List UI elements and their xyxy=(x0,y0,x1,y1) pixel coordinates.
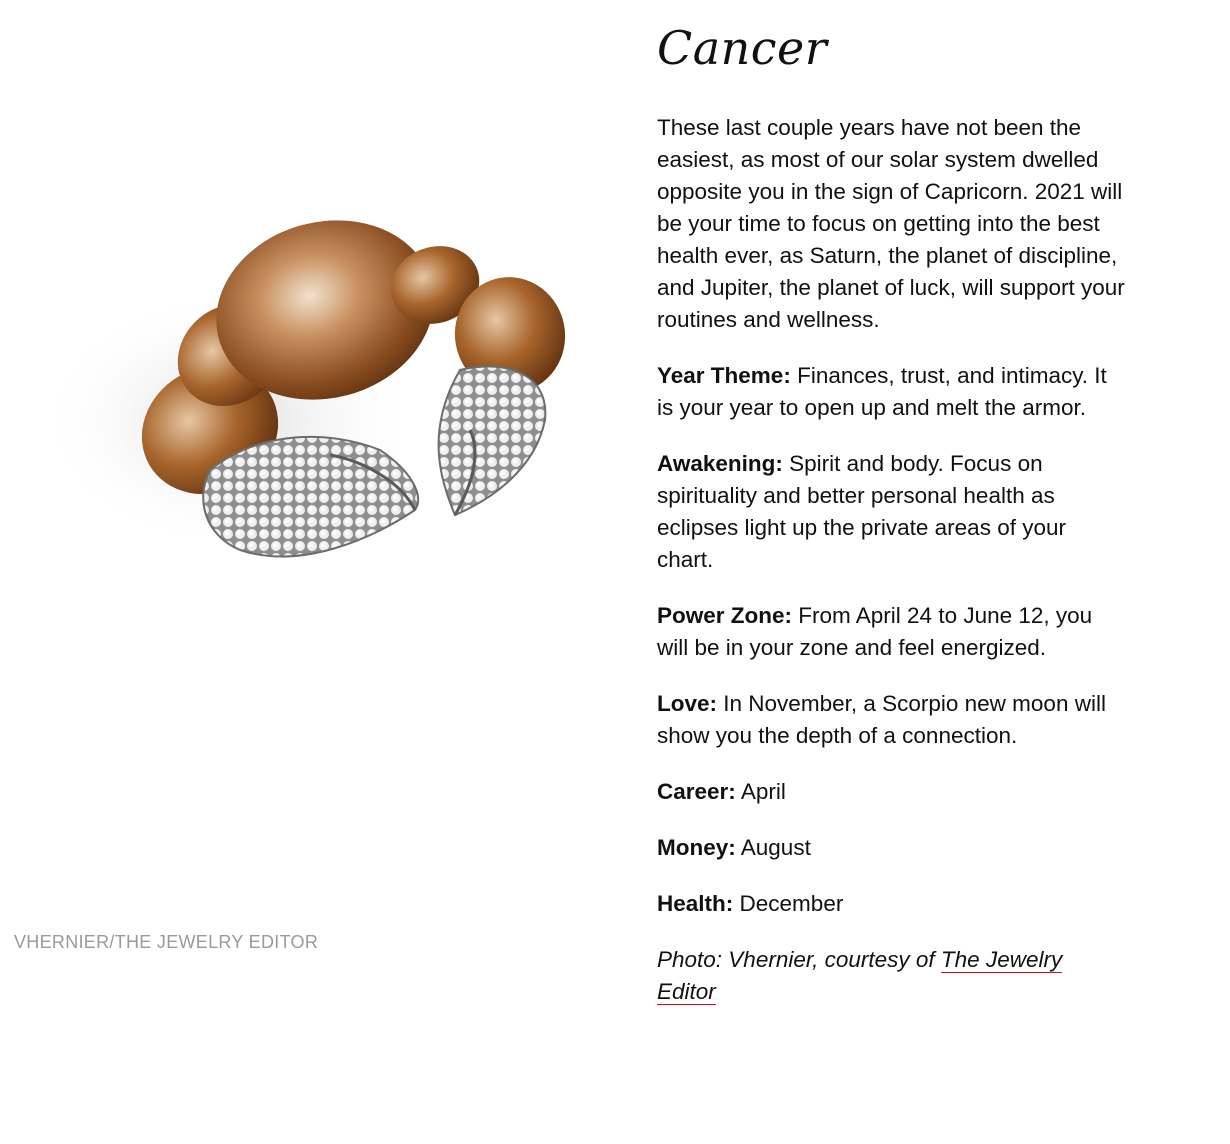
jewelry-editor-link[interactable]: The Jewelry Editor xyxy=(657,947,1063,1004)
love-paragraph xyxy=(657,688,1127,752)
sign-title: Cancer xyxy=(657,21,828,75)
year-theme-label: Year Theme: xyxy=(657,363,791,388)
year-theme-text: Finances, trust, and intimacy. It is your year to open up and melt the armor. xyxy=(657,363,1107,420)
photo-credit: VHERNIER/THE JEWELRY EDITOR xyxy=(14,932,319,952)
career-text: April xyxy=(740,779,786,804)
love-text: In November, a Scorpio new moon will show you the depth of a connection. xyxy=(657,691,1106,748)
love-label: Love: xyxy=(657,691,718,716)
money-label: Money: xyxy=(657,835,736,860)
caption-prefix: Photo: Vhernier, courtesy of xyxy=(657,947,941,972)
power-zone-paragraph xyxy=(657,600,1127,664)
health-label: Health: xyxy=(657,891,734,916)
year-theme-paragraph xyxy=(657,360,1127,424)
image-column xyxy=(0,0,600,1144)
money-paragraph xyxy=(657,832,1127,864)
crab-claw-ring-image xyxy=(30,180,590,620)
power-zone-text: From April 24 to June 12, you will be in your zone and feel energized. xyxy=(657,603,1093,660)
power-zone-label: Power Zone: xyxy=(657,603,793,628)
awakening-label: Awakening: xyxy=(657,451,783,476)
money-text: August xyxy=(740,835,811,860)
awakening-paragraph xyxy=(657,448,1127,576)
intro-paragraph: These last couple years have not been the easiest, as most of our solar system dwelled opposite you in the sign of Capricorn. 2021 will be your time to focus on getting into the best health ever, as Saturn, the planet of discipline, and Jupiter, the planet of luck, will support your routines and wellness. xyxy=(657,115,1125,332)
awakening-text: Spirit and body. Focus on spirituality and better personal health as eclipses light up the private areas of your chart. xyxy=(657,451,1066,572)
career-paragraph xyxy=(657,776,1127,808)
career-label: Career: xyxy=(657,779,736,804)
health-paragraph xyxy=(657,888,1127,920)
photo-caption xyxy=(657,944,1127,1008)
article-column xyxy=(657,20,1127,1032)
health-text: December xyxy=(739,891,844,916)
